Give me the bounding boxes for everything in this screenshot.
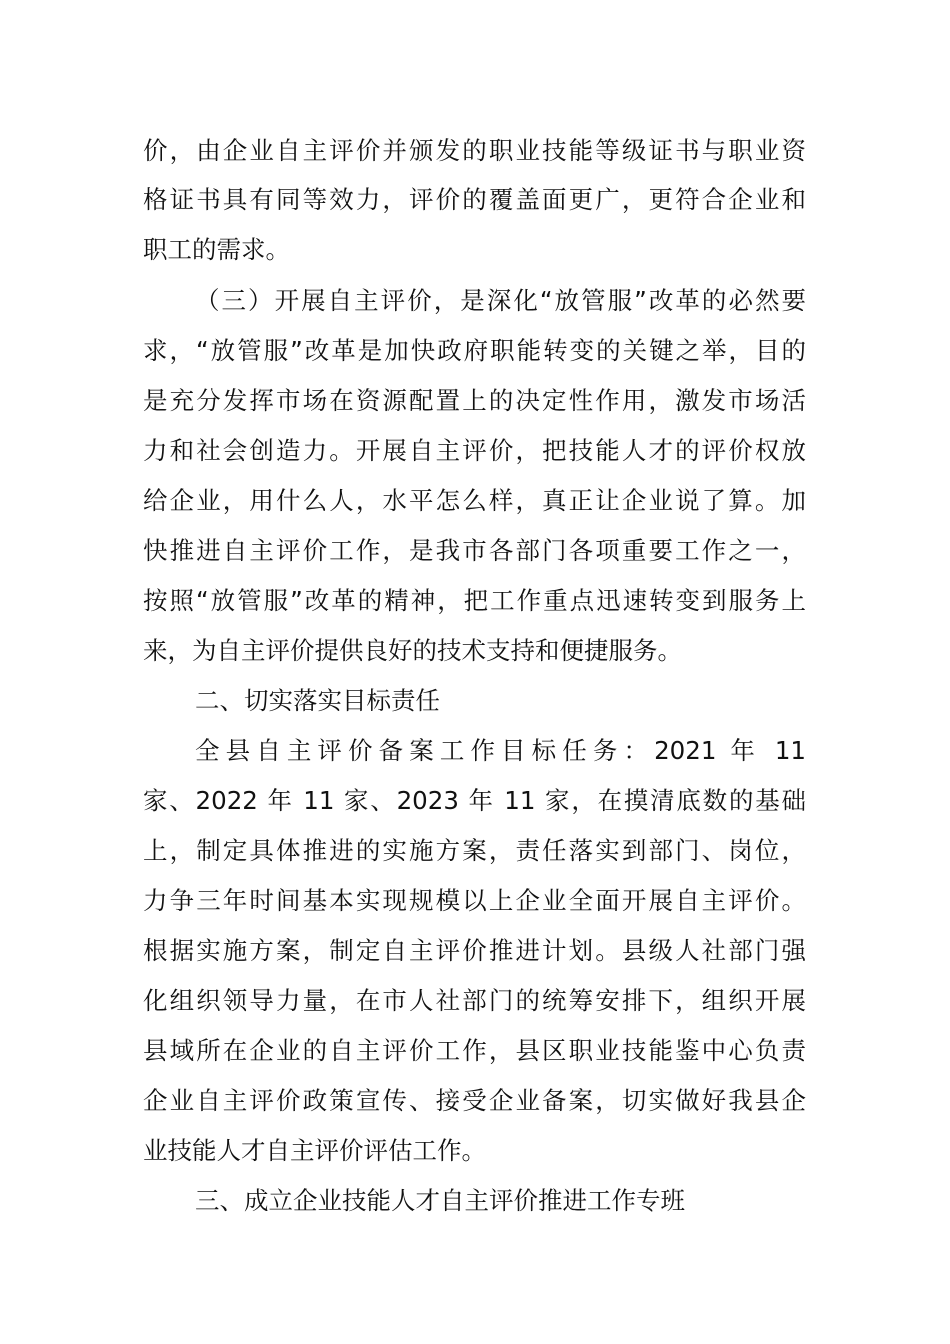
- body-text-line: 来，为自主评价提供良好的技术支持和便捷服务。: [143, 636, 682, 665]
- body-text-line: 按照“放管服”改革的精神，把工作重点迅速转变到服务上: [143, 586, 806, 615]
- section-heading-3: 三、成立企业技能人才自主评价推进工作专班: [195, 1186, 685, 1215]
- body-text-line: 是充分发挥市场在资源配置上的决定性作用，激发市场活: [143, 386, 806, 415]
- body-text-line: 格证书具有同等效力，评价的覆盖面更广，更符合企业和: [143, 185, 806, 214]
- body-text-line: 根据实施方案，制定自主评价推进计划。县级人社部门强: [143, 936, 806, 965]
- paragraph-heading-3: （三）开展自主评价，是深化“放管服”改革的必然要: [195, 286, 806, 315]
- body-text-line: 职工的需求。: [143, 235, 290, 264]
- body-text-line: 全县自主评价备案工作目标任务：2021 年 11: [195, 736, 806, 765]
- body-text-line: 化组织领导力量，在市人社部门的统筹安排下，组织开展: [143, 986, 806, 1015]
- body-text-line: 价，由企业自主评价并颁发的职业技能等级证书与职业资: [143, 136, 806, 165]
- body-text-line: 业技能人才自主评价评估工作。: [143, 1136, 486, 1165]
- body-text-line: 力争三年时间基本实现规模以上企业全面开展自主评价。: [143, 886, 806, 915]
- body-text-line: 求，“放管服”改革是加快政府职能转变的关键之举，目的: [143, 336, 806, 365]
- body-text-line: 力和社会创造力。开展自主评价，把技能人才的评价权放: [143, 436, 806, 465]
- body-text-line: 家、2022 年 11 家、2023 年 11 家，在摸清底数的基础: [143, 786, 806, 815]
- body-text-line: 上，制定具体推进的实施方案，责任落实到部门、岗位，: [143, 836, 806, 865]
- body-text-line: 企业自主评价政策宣传、接受企业备案，切实做好我县企: [143, 1086, 806, 1115]
- body-text-line: 县域所在企业的自主评价工作，县区职业技能鉴中心负责: [143, 1036, 806, 1065]
- body-text-line: 快推进自主评价工作，是我市各部门各项重要工作之一，: [143, 536, 806, 565]
- body-text-line: 给企业，用什么人，水平怎么样，真正让企业说了算。加: [143, 486, 806, 515]
- section-heading-2: 二、切实落实目标责任: [195, 686, 440, 715]
